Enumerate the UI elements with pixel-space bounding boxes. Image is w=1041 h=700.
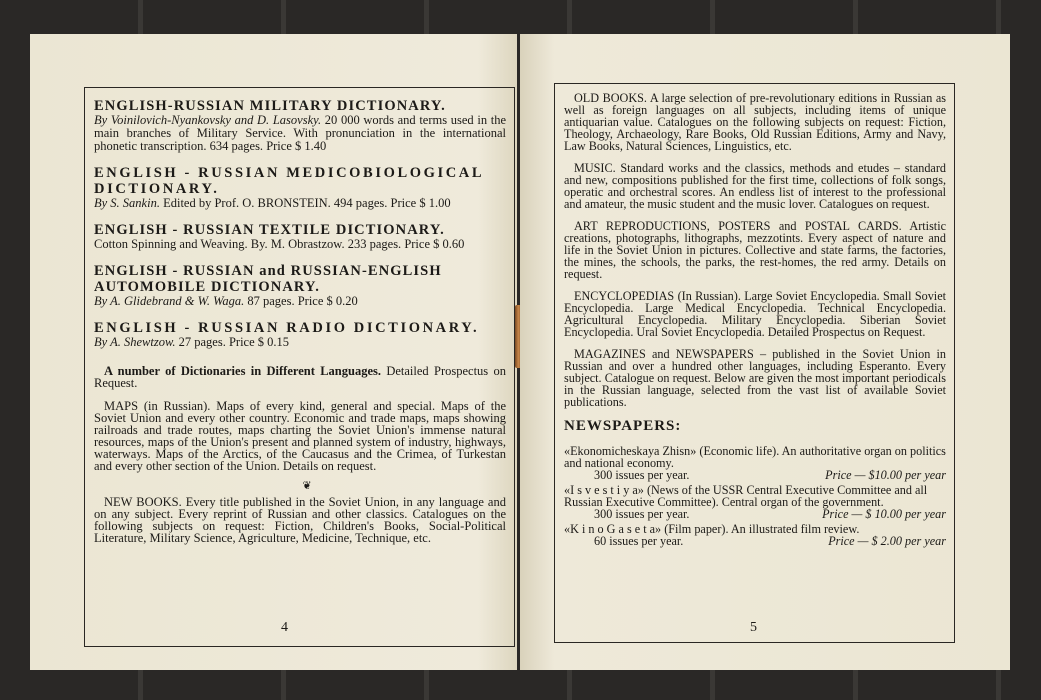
entry-price: Price $ 1.00 <box>390 196 451 210</box>
left-page-frame <box>84 87 515 647</box>
entry-price: Price $ 0.60 <box>404 237 465 251</box>
page-number: 5 <box>750 620 757 635</box>
right-page <box>520 34 1010 670</box>
dictionaries-note: A number of Dictionaries in Different Languages. Detailed Prospectus on Request. <box>94 364 506 390</box>
newspaper-description: (News of the USSR Central Executive Committee and all Russian Executive Committee). Central organ of the government. <box>564 483 928 509</box>
magazines-paragraph: MAGAZINES and NEWSPAPERS – published in the Soviet Union in Russian and over a hundred other languages, including Esperanto. Every subject. Catalogue on request. Below are given the most important periodicals in the Russian language, selected from the vast list of available Soviet publications. <box>564 347 946 409</box>
entry-title: ENGLISH - RUSSIAN RADIO DICTIONARY. <box>94 320 480 336</box>
music-paragraph: MUSIC. Standard works and the classics, methods and etudes – standard and new, compositions published for the first time, collections of folk songs, operatic and orchestral scores. An endless list of interest to the professional and amateur, the music student and the music lover. Catalogues on request. <box>564 161 946 211</box>
newspaper-price: Price — $ 2.00 per year <box>828 534 946 548</box>
newspaper-price: Price — $ 10.00 per year <box>822 507 946 521</box>
entry-title: ENGLISH-RUSSIAN MILITARY DICTIONARY. <box>94 98 446 114</box>
newspaper-price: Price — $10.00 per year <box>825 468 946 482</box>
art-reproductions-paragraph: ART REPRODUCTIONS, POSTERS and POSTAL CARDS. Artistic creations, photographs, lithographs, mezzotints. Every aspect of nature and life in the Soviet Union in pictures. Collective and state farms, the factories, the mines, the schools, the parks, the rest-homes, the red army. Details on request. <box>564 219 946 281</box>
left-page <box>30 34 517 670</box>
encyclopedias-paragraph: ENCYCLOPEDIAS (In Russian). Large Soviet Encyclopedia. Small Soviet Encyclopedia. Large Medical Encyclopedia. Technical Encyclopedia. Agricultural Encyclopedia. Military Encyclopedia. Siberian Soviet Encyclopedia. Ural Soviet Encyclopedia. Detailed Prospectus on Request. <box>564 289 946 339</box>
newspaper-issues: 300 issues per year. <box>594 507 690 521</box>
entry-text: Edited by Prof. O. BRONSTEIN. 494 pages. <box>163 196 388 210</box>
newspaper-name: «I s v e s t i y a» <box>564 483 644 497</box>
newspaper-item <box>564 523 946 547</box>
page-number: 4 <box>281 620 288 635</box>
entry-title: ENGLISH - RUSSIAN MEDICOBIOLOGICAL DICTIONARY. <box>94 165 484 197</box>
maps-paragraph: MAPS (in Russian). Maps of every kind, general and special. Maps of the Soviet Union and every other country. Economic and trade maps, maps showing railroads and trade routes, maps charting the Soviet Union's immense natural resources, maps of the Union's present and planned system of industry, highways, waterways. Maps of the Arctics, of the Caucasus and the Crimea, of Turkestan and every other section of the Union. Details on request. <box>94 399 506 473</box>
newspapers-heading: NEWSPAPERS: <box>564 418 682 434</box>
newspaper-issues: 300 issues per year. <box>594 468 690 482</box>
entry-price: Price $ 1.40 <box>266 139 327 153</box>
new-books-paragraph: NEW BOOKS. Every title published in the Soviet Union, in any language and on any subject. Every reprint of Russian and other classics. Catalogues on the following subjects on request: Fiction, Children's Books, Social-Political Literature, Military Science, Agriculture, Medicine, Technique, etc. <box>94 495 506 545</box>
entry-author: By A. Shewtzow. <box>94 335 176 349</box>
dictionary-entry <box>94 98 506 153</box>
entry-author: By A. Glidebrand & W. Waga. <box>94 294 245 308</box>
entry-author: By S. Sankin. <box>94 196 160 210</box>
dictionary-entry <box>94 320 506 349</box>
newspaper-item <box>564 484 946 520</box>
entry-title: ENGLISH - RUSSIAN TEXTILE DICTIONARY. <box>94 222 445 238</box>
newspaper-name: «K i n o G a s e t a» <box>564 522 662 536</box>
entry-text: 20 000 words and terms used in the main branches of Military Service. With pronunciation in the international phonetic transcription. 634 pages. <box>94 113 507 153</box>
right-page-frame <box>554 83 955 643</box>
entry-text: Cotton Spinning and Weaving. By. M. Obrastzow. 233 pages. <box>94 237 402 251</box>
dictionary-entry <box>94 263 506 308</box>
newspaper-item <box>564 445 946 481</box>
dictionary-entry <box>94 165 506 210</box>
newspaper-name: «Ekonomicheskaya Zhisn» <box>564 444 697 458</box>
newspaper-description: (Economic life). An authoritative organ on politics and national economy. <box>564 444 946 470</box>
dictionary-entry <box>94 222 506 251</box>
entry-author: By Voinilovich-Nyankovsky and D. Lasovsky. <box>94 113 322 127</box>
fleuron-ornament: ❦ <box>302 480 312 492</box>
entry-price: Price $ 0.15 <box>228 335 290 349</box>
entry-text: 27 pages. <box>178 335 226 349</box>
entry-text: 87 pages. <box>247 294 295 308</box>
old-books-paragraph: OLD BOOKS. A large selection of pre-revolutionary editions in Russian as well as foreign languages on all subjects, including items of unique antiquarian value. Catalogues on the following subjects on request: Fiction, Theology, Archaeology, Rare Books, Old Russian Editions, Army and Navy, Law Books, Natural Sciences, Linguistics, etc. <box>564 91 946 153</box>
newspaper-issues: 60 issues per year. <box>594 534 684 548</box>
entry-title: ENGLISH - RUSSIAN and RUSSIAN-ENGLISH AUTOMOBILE DICTIONARY. <box>94 263 442 295</box>
entry-price: Price $ 0.20 <box>297 294 358 308</box>
newspaper-description: (Film paper). An illustrated film review. <box>664 522 860 536</box>
